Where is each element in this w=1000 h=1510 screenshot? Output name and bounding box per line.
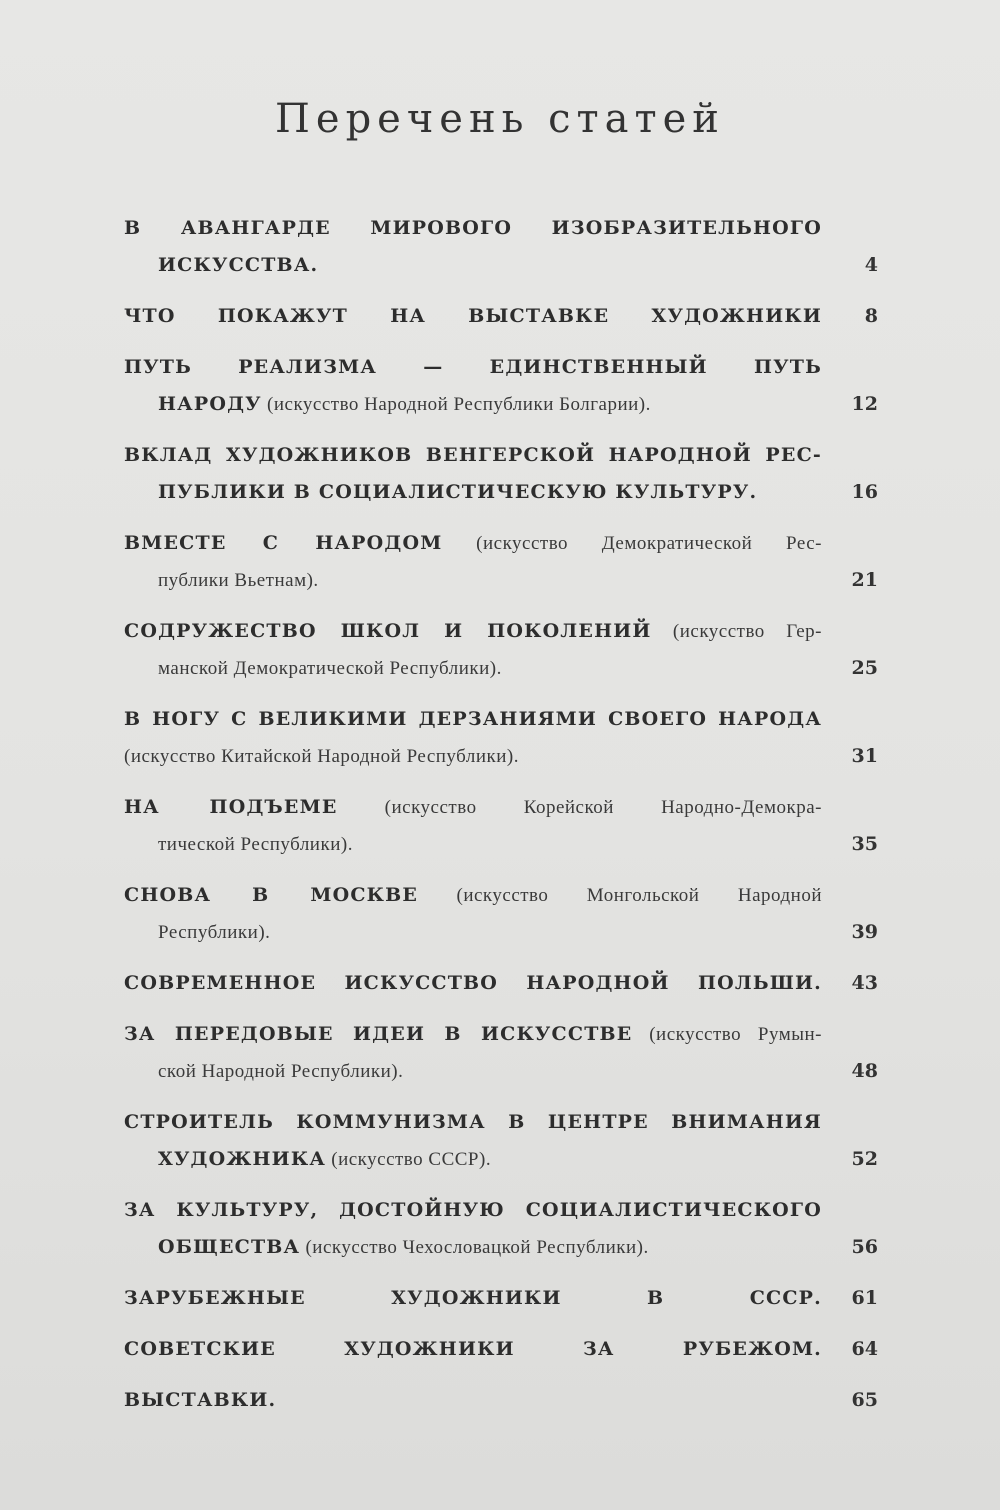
entry-page-number: 64: [851, 1338, 878, 1360]
entry-heading: ВМЕСТЕ С НАРОДОМ: [124, 532, 443, 554]
entry-heading-cont: ОБЩЕСТВА: [158, 1236, 301, 1258]
toc-entry: [124, 613, 882, 687]
entry-page-number: 43: [851, 972, 878, 994]
entry-heading: ЗАРУБЕЖНЫЕ ХУДОЖНИКИ В СССР.: [124, 1287, 822, 1309]
entry-line-2: [124, 1053, 882, 1090]
entry-subtitle-cont: публики Вьетнам).: [158, 570, 319, 591]
entry-subtitle-cont: (искусство СССР).: [326, 1149, 492, 1170]
entry-heading: В АВАНГАРДЕ МИРОВОГО ИЗОБРАЗИТЕЛЬНОГО: [124, 217, 822, 239]
entry-heading: ВКЛАД ХУДОЖНИКОВ ВЕНГЕРСКОЙ НАРОДНОЙ РЕС-: [124, 444, 822, 466]
entry-page-number: 12: [851, 393, 878, 415]
toc-entry: [124, 701, 882, 775]
entry-page-number: 39: [851, 921, 878, 943]
entry-subtitle: (искусство Корейской Народно-Демокра-: [337, 797, 822, 818]
entry-heading: В НОГУ С ВЕЛИКИМИ ДЕРЗАНИЯМИ СВОЕГО НАРОДА: [124, 708, 822, 730]
entry-subtitle-cont: тической Республики).: [158, 834, 353, 855]
entry-page-number: 16: [851, 481, 878, 503]
entry-line-1: [124, 1192, 882, 1229]
entry-subtitle-cont: ской Народной Республики).: [158, 1061, 404, 1082]
entry-line-1: [124, 789, 882, 826]
entry-line-1: [124, 965, 882, 1002]
toc-entry: [124, 965, 882, 1002]
entry-subtitle-cont: манской Демократической Республики).: [158, 658, 502, 679]
entry-subtitle-cont: (искусство Народной Республики Болгарии).: [261, 394, 651, 415]
entry-heading: ЗА КУЛЬТУРУ, ДОСТОЙНУЮ СОЦИАЛИСТИЧЕСКОГО: [124, 1199, 822, 1221]
entry-line-1: [124, 1104, 882, 1141]
entry-line-2: [124, 1141, 882, 1178]
entry-line-1: [124, 1280, 882, 1317]
toc-entry: [124, 525, 882, 599]
entry-heading: СОДРУЖЕСТВО ШКОЛ И ПОКОЛЕНИЙ: [124, 620, 652, 642]
entry-subtitle: (искусство Румын-: [632, 1024, 822, 1045]
entry-line-1: [124, 525, 882, 562]
entry-heading: ВЫСТАВКИ.: [124, 1389, 277, 1411]
entry-line-1: [124, 1382, 882, 1419]
entry-line-2: [124, 386, 882, 423]
entry-line-1: [124, 877, 882, 914]
entry-page-number: 8: [864, 305, 878, 327]
toc-entry: [124, 789, 882, 863]
entry-line-2: [124, 650, 882, 687]
entry-heading: СОВЕТСКИЕ ХУДОЖНИКИ ЗА РУБЕЖОМ.: [124, 1338, 822, 1360]
entry-heading: НА ПОДЪЕМЕ: [124, 796, 338, 818]
entry-heading-cont: ИСКУССТВА.: [158, 254, 319, 276]
entry-line-1: [124, 298, 882, 335]
entry-line-1: [124, 210, 882, 247]
entry-subtitle: (искусство Монгольской Народной: [418, 885, 822, 906]
entry-line-2: [124, 562, 882, 599]
entry-page-number: 61: [851, 1287, 878, 1309]
entry-subtitle: (искусство Демократической Рес-: [442, 533, 822, 554]
table-of-contents: [124, 210, 882, 1419]
entry-line-1: [124, 1331, 882, 1368]
toc-entry: [124, 298, 882, 335]
entry-page-number: 21: [851, 569, 878, 591]
entry-page-number: 31: [851, 745, 878, 767]
toc-entry: [124, 349, 882, 423]
entry-heading-cont: НАРОДУ: [158, 393, 262, 415]
entry-heading: СОВРЕМЕННОЕ ИСКУССТВО НАРОДНОЙ ПОЛЬШИ.: [124, 972, 822, 994]
entry-line-1: [124, 437, 882, 474]
entry-heading-cont: ПУБЛИКИ В СОЦИАЛИСТИЧЕСКУЮ КУЛЬТУРУ.: [158, 481, 758, 503]
toc-entry: [124, 1280, 882, 1317]
entry-page-number: 4: [864, 254, 878, 276]
toc-entry: [124, 1104, 882, 1178]
page-title: Перечень статей: [275, 96, 725, 142]
entry-subtitle-cont: (искусство Чехословацкой Республики).: [300, 1237, 649, 1258]
entry-line-2: [124, 474, 882, 511]
entry-page-number: 65: [851, 1389, 878, 1411]
entry-page-number: 35: [851, 833, 878, 855]
entry-page-number: 56: [851, 1236, 878, 1258]
entry-heading: ЧТО ПОКАЖУТ НА ВЫСТАВКЕ ХУДОЖНИКИ: [124, 305, 822, 327]
entry-page-number: 52: [851, 1148, 878, 1170]
entry-heading-cont: ХУДОЖНИКА: [158, 1148, 326, 1170]
toc-entry: [124, 437, 882, 511]
entry-line-2: [124, 738, 882, 775]
entry-heading: СНОВА В МОСКВЕ: [124, 884, 419, 906]
entry-line-2: [124, 247, 882, 284]
entry-line-1: [124, 613, 882, 650]
entry-line-2: [124, 826, 882, 863]
toc-entry: [124, 210, 882, 284]
toc-entry: [124, 1016, 882, 1090]
toc-entry: [124, 877, 882, 951]
toc-entry: [124, 1382, 882, 1419]
entry-line-1: [124, 701, 882, 738]
entry-page-number: 25: [851, 657, 878, 679]
entry-page-number: 48: [851, 1060, 878, 1082]
entry-subtitle-cont: (искусство Китайской Народной Республики).: [124, 746, 519, 767]
entry-line-1: [124, 349, 882, 386]
entry-subtitle: (искусство Гер-: [651, 621, 822, 642]
entry-subtitle-cont: Республики).: [158, 922, 271, 943]
entry-heading: СТРОИТЕЛЬ КОММУНИЗМА В ЦЕНТРЕ ВНИМАНИЯ: [124, 1111, 822, 1133]
entry-line-2: [124, 1229, 882, 1266]
entry-heading: ПУТЬ РЕАЛИЗМА — ЕДИНСТВЕННЫЙ ПУТЬ: [124, 356, 822, 378]
entry-line-2: [124, 914, 882, 951]
entry-line-1: [124, 1016, 882, 1053]
entry-heading: ЗА ПЕРЕДОВЫЕ ИДЕИ В ИСКУССТВЕ: [124, 1023, 633, 1045]
toc-entry: [124, 1331, 882, 1368]
toc-entry: [124, 1192, 882, 1266]
